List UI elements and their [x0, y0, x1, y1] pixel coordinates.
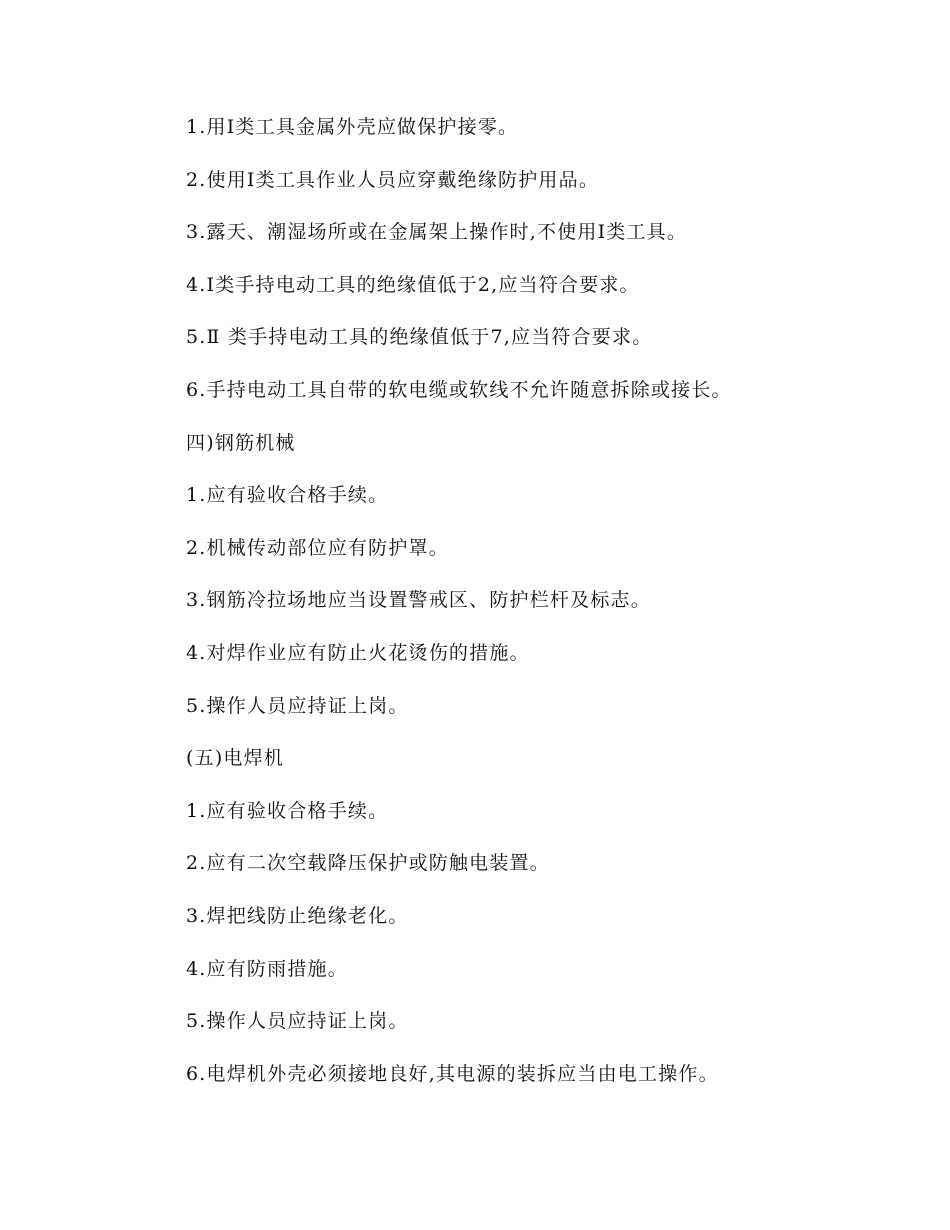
list-item: 5.操作人员应持证上岗。 — [186, 1010, 409, 1033]
list-item: 6.手持电动工具自带的软电缆或软线不允许随意拆除或接长。 — [186, 378, 732, 401]
list-item: 1.应有验收合格手续。 — [186, 484, 389, 507]
list-item: 2.应有二次空载降压保护或防触电装置。 — [186, 852, 550, 875]
list-item: 1.用Ⅰ类工具金属外壳应做保护接零。 — [186, 116, 519, 138]
list-item: 2.机械传动部位应有防护罩。 — [186, 536, 449, 559]
list-item: 5.Ⅱ 类手持电动工具的绝缘值低于7,应当符合要求。 — [186, 326, 653, 349]
section-heading: 四)钢筋机械 — [186, 431, 296, 454]
list-item: 3.露天、潮湿场所或在金属架上操作时,不使用Ⅰ类工具。 — [186, 221, 688, 244]
list-item: 1.应有验收合格手续。 — [186, 799, 389, 822]
list-item: 4.Ⅰ类手持电动工具的绝缘值低于2,应当符合要求。 — [186, 273, 640, 296]
list-item: 3.焊把线防止绝缘老化。 — [186, 904, 409, 927]
list-item: 5.操作人员应持证上岗。 — [186, 694, 409, 717]
section-heading: (五)电焊机 — [186, 747, 285, 770]
list-item: 3.钢筋冷拉场地应当设置警戒区、防护栏杆及标志。 — [186, 589, 651, 612]
document-body — [186, 112, 906, 1111]
list-item: 2.使用Ⅰ类工具作业人员应穿戴绝缘防护用品。 — [186, 168, 600, 191]
list-item: 6.电焊机外壳必须接地良好,其电源的装拆应当由电工操作。 — [186, 1062, 719, 1085]
list-item: 4.对焊作业应有防止火花烫伤的措施。 — [186, 641, 530, 664]
list-item: 4.应有防雨措施。 — [186, 957, 348, 980]
